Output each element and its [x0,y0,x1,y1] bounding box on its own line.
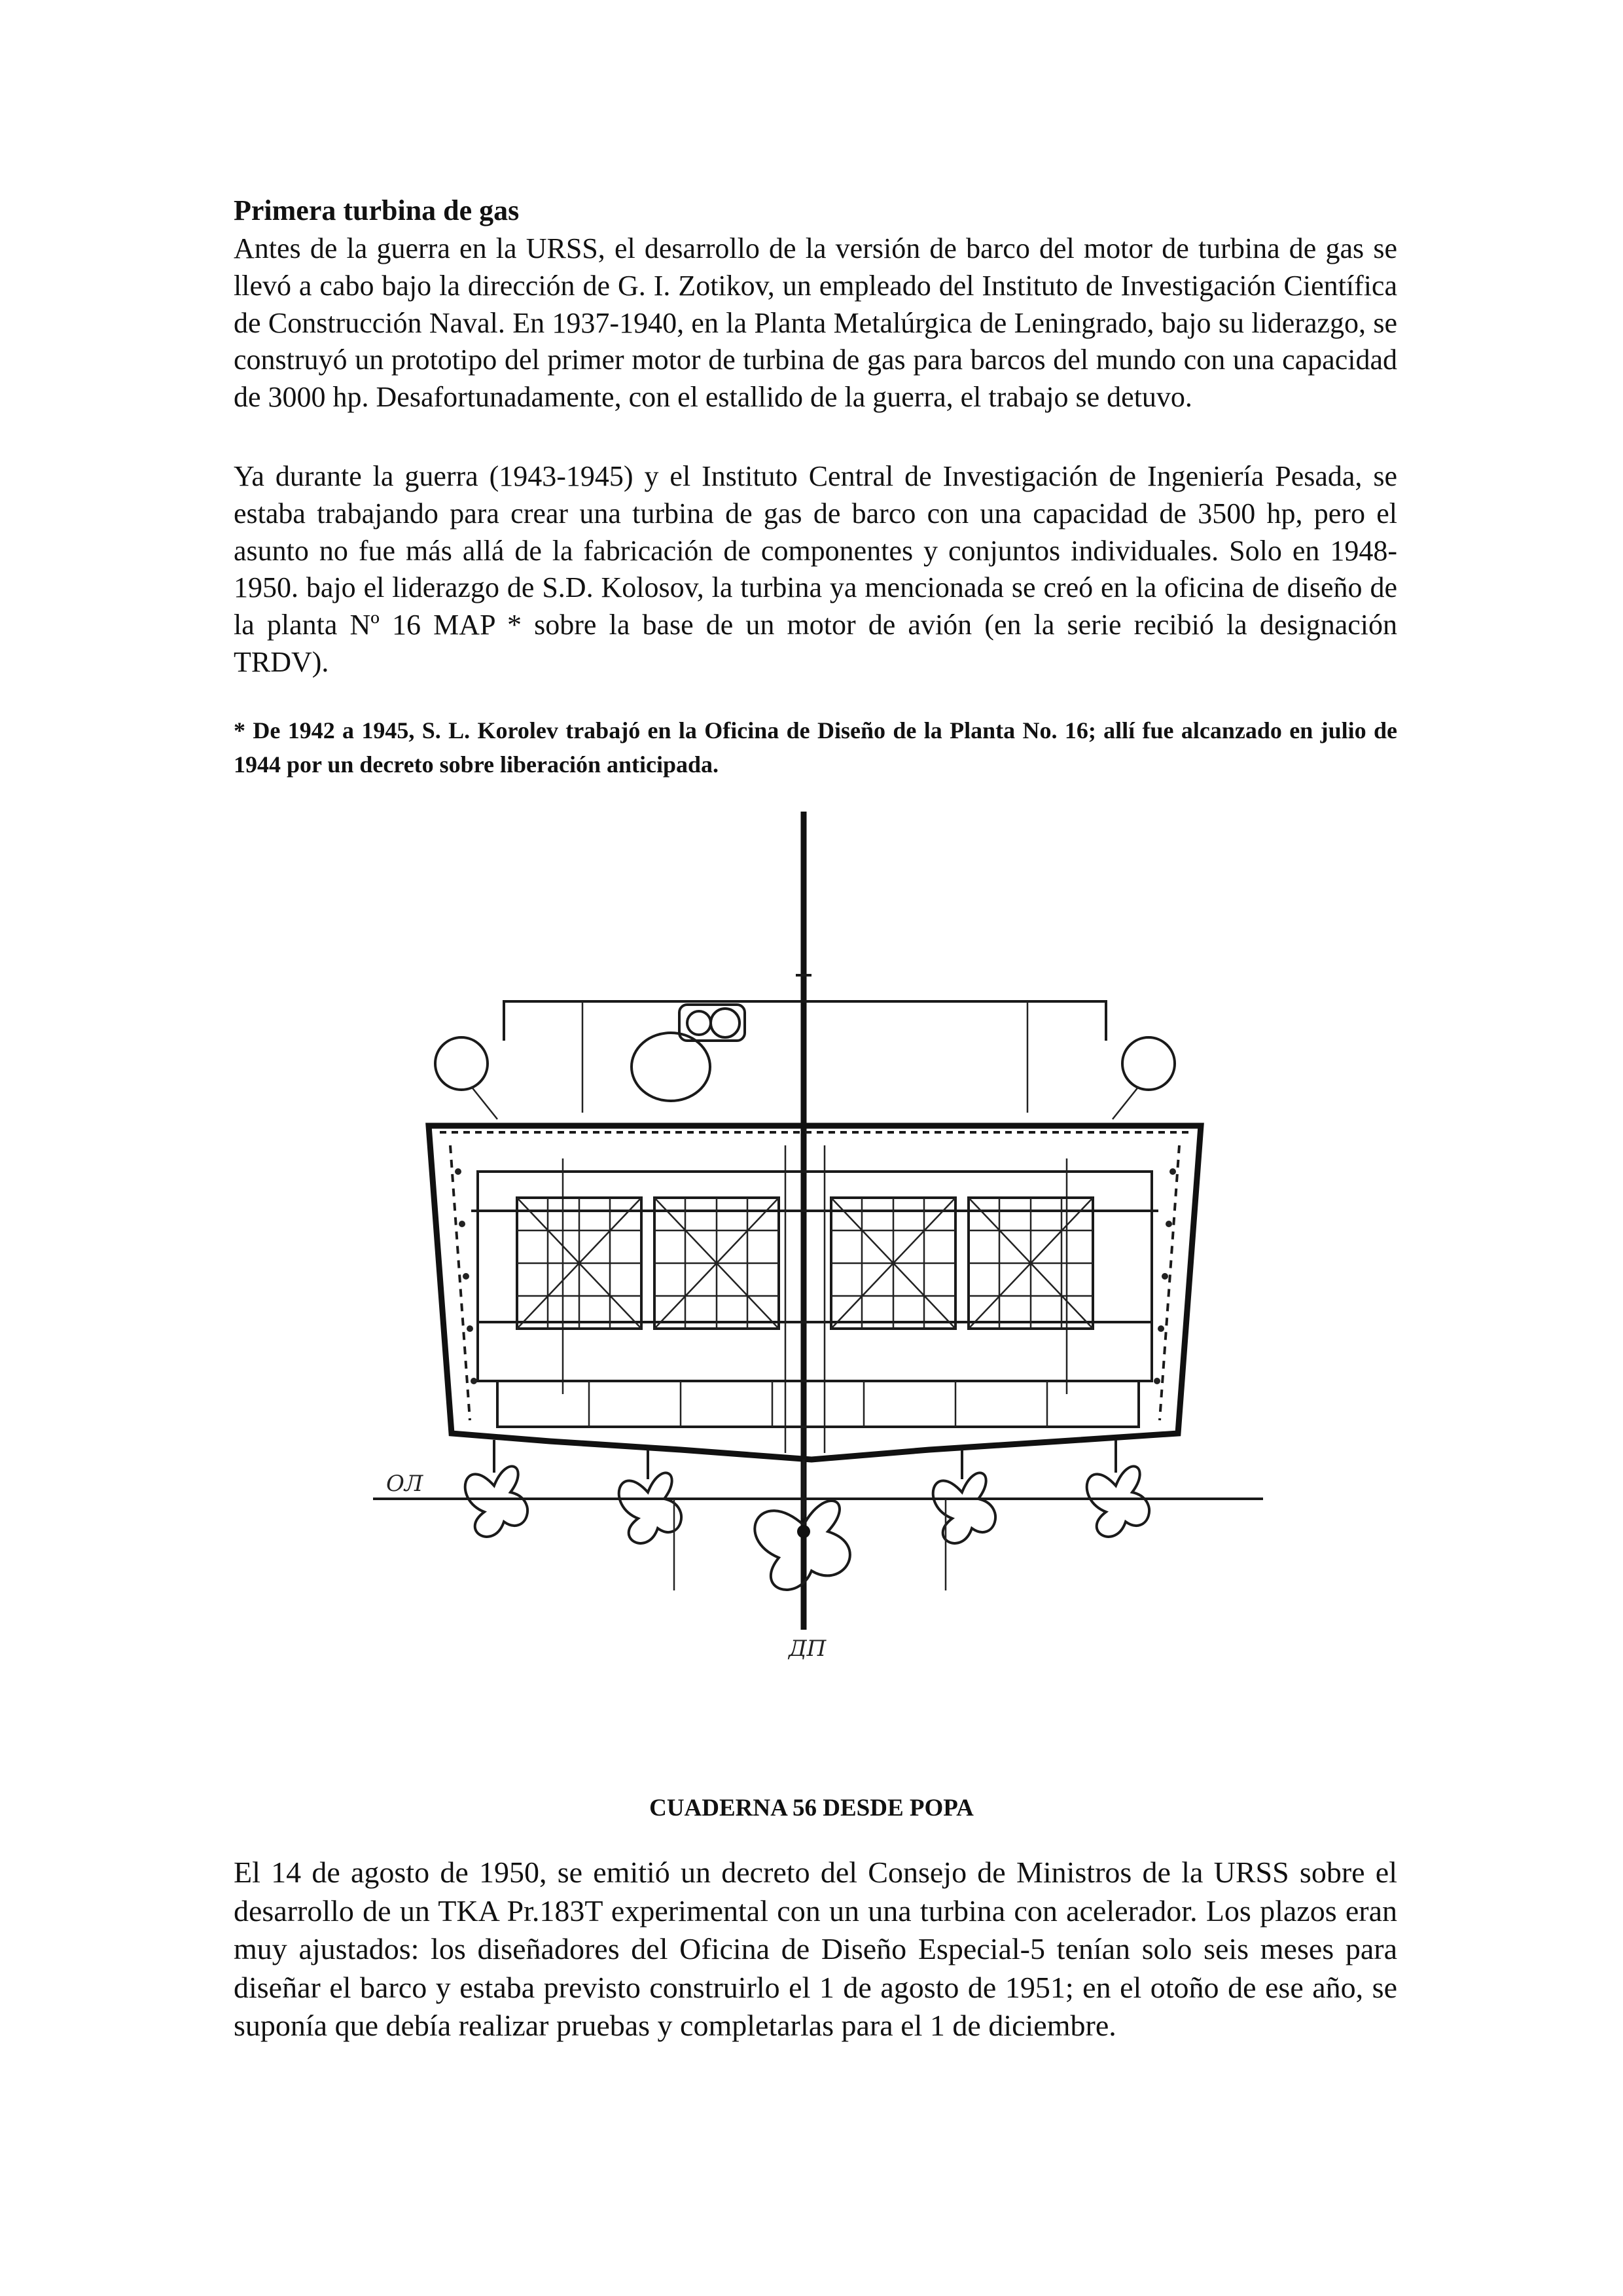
deck-tank [632,1033,710,1101]
propeller-2 [619,1450,681,1543]
lattice-block-2 [654,1198,779,1329]
paragraph-decree: El 14 de agosto de 1950, se emitió un decreto del Consejo de Ministros de la URSS sobre el desarrollo de un TKA Pr.183T experimental con un una turbina con acelerador. Los plazos eran muy ajustados: los diseñadores del Oficina de Diseño Especial-5 tenían solo seis meses para diseñar el barco y estaba previsto construirlo el 1 de agosto de 1951; en el otoño de ese año, se suponía que debía realizar pruebas y completarlas para el 1 de diciembre. [234,1856,1397,2042]
figure-caption: CUADERNA 56 DESDE POPA [649,1795,974,1821]
lattice-block-3 [831,1198,955,1329]
life-buoy-right [1122,1037,1175,1090]
section-title: Primera turbina de gas [234,194,520,226]
hull-outline [429,1126,1201,1460]
propeller-1 [465,1440,527,1537]
propeller-4 [933,1450,995,1543]
baseline-label: ОЛ [386,1471,423,1497]
hull-section-svg [366,805,1270,1787]
propeller-5 [1087,1440,1149,1537]
lattice-block-4 [969,1198,1093,1329]
lattice-block-1 [517,1198,641,1329]
paragraph-wartime: Ya durante la guerra (1943-1945) y el Instituto Central de Investigación de Ingeniería Pesada, se estaba trabajando para crear una turbina de gas de barco con una capacidad de 3500 hp, pero el asunto no fue más allá de la fabricación de componentes y conjuntos individuales. Solo en 1948-1950. bajo el liderazgo de S.D. Kolosov, la turbina ya mencionada se creó en la oficina de diseño de la planta Nº 16 MAP * sobre la base de un motor de avión (en la serie recibió la designación TRDV). [234,460,1397,678]
centerline-label: ДП [789,1636,827,1662]
life-buoy-left [435,1037,488,1090]
paragraph-intro: Antes de la guerra en la URSS, el desarrollo de la versión de barco del motor de turbina de gas se llevó a cabo bajo la dirección de G. I. Zotikov, un empleado del Instituto de Investigación Científica de Construcción Naval. En 1937-1940, en la Planta Metalúrgica de Leningrado, bajo su liderazgo, se construyó un prototipo del primer motor de turbina de gas para barcos del mundo con una capacidad de 3000 hp. Desafortunadamente, con el estallido de la guerra, el trabajo se detuvo. [234,232,1397,414]
footnote: * De 1942 a 1945, S. L. Korolev trabajó en la Oficina de Diseño de la Planta No. 16; allí fue alcanzado en julio de 1944 por un decreto sobre liberación anticipada. [234,717,1397,778]
hull-section-drawing [366,805,1270,1787]
